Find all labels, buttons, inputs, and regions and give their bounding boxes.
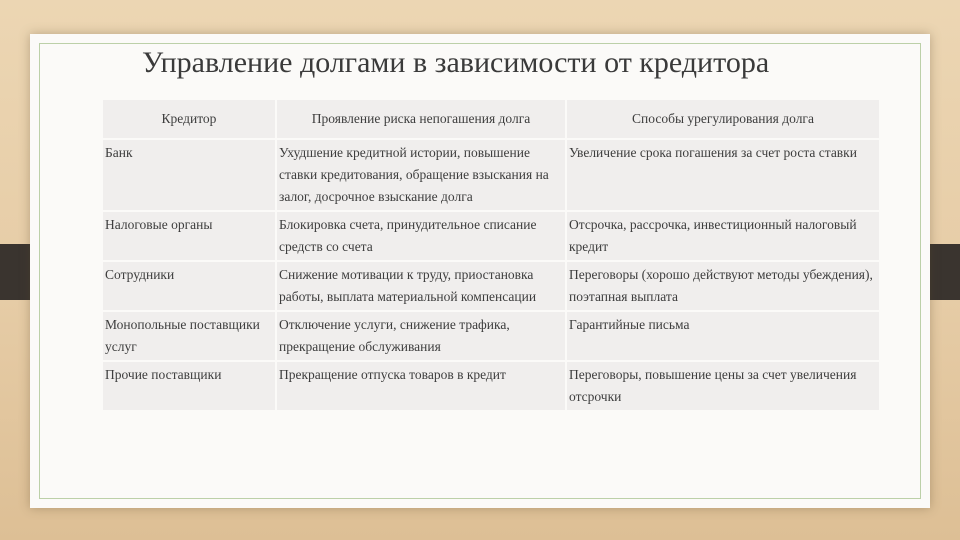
cell-creditor: Монопольные поставщики услуг — [103, 312, 275, 360]
cell-creditor: Сотрудники — [103, 262, 275, 310]
cell-settlement: Увеличение срока погашения за счет роста ставки — [567, 140, 879, 210]
right-side-tab — [926, 244, 960, 300]
cell-settlement: Переговоры (хорошо действуют методы убеждения), поэтапная выплата — [567, 262, 879, 310]
header-settlement: Способы урегулирования долга — [567, 100, 879, 138]
cell-risk: Отключение услуги, снижение трафика, прекращение обслуживания — [277, 312, 565, 360]
table-row — [103, 140, 879, 210]
table-row — [103, 362, 879, 410]
table-header-row — [103, 100, 879, 138]
cell-creditor: Налоговые органы — [103, 212, 275, 260]
cell-settlement: Гарантийные письма — [567, 312, 879, 360]
slide — [30, 34, 930, 508]
debt-table — [101, 98, 881, 412]
cell-settlement: Переговоры, повышение цены за счет увеличения отсрочки — [567, 362, 879, 410]
table-row — [103, 212, 879, 260]
cell-risk: Снижение мотивации к труду, приостановка работы, выплата материальной компенсации — [277, 262, 565, 310]
cell-risk: Блокировка счета, принудительное списание средств со счета — [277, 212, 565, 260]
table-row — [103, 312, 879, 360]
table-row — [103, 262, 879, 310]
cell-creditor: Банк — [103, 140, 275, 210]
cell-risk: Прекращение отпуска товаров в кредит — [277, 362, 565, 410]
cell-creditor: Прочие поставщики — [103, 362, 275, 410]
cell-risk: Ухудшение кредитной истории, повышение ставки кредитования, обращение взыскания на залог, досрочное взыскание долга — [277, 140, 565, 210]
left-side-tab — [0, 244, 34, 300]
cell-settlement: Отсрочка, рассрочка, инвестиционный налоговый кредит — [567, 212, 879, 260]
header-creditor: Кредитор — [103, 100, 275, 138]
slide-title: Управление долгами в зависимости от кредитора — [142, 46, 770, 79]
header-risk: Проявление риска непогашения долга — [277, 100, 565, 138]
